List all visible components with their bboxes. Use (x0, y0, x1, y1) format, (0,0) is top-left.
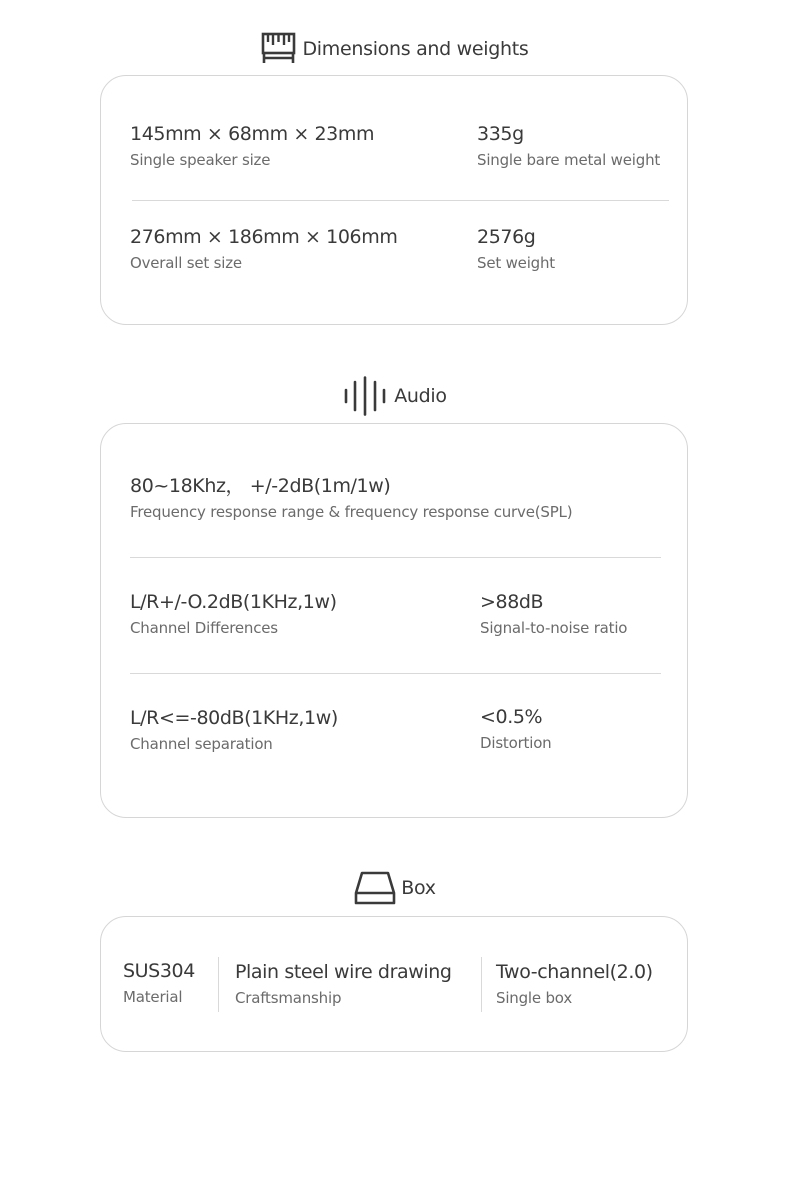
dimensions-section-title (0, 32, 790, 66)
row-divider (130, 557, 661, 558)
frequency-response-spec (130, 474, 572, 522)
channel-separation-spec (130, 706, 338, 754)
spec-label: Channel separation (130, 735, 273, 753)
box-title-text: Box (401, 877, 436, 899)
craftsmanship-spec (235, 960, 452, 1008)
channel-differences-spec (130, 590, 337, 638)
spec-value: Two-channel(2.0) (496, 961, 653, 983)
single-box-spec (496, 960, 653, 1008)
box-section-title (0, 870, 790, 906)
single-speaker-size-spec (130, 122, 374, 170)
spec-label: Single bare metal weight (477, 151, 661, 169)
spec-label: Channel Differences (130, 619, 278, 637)
spec-label: Craftsmanship (235, 989, 342, 1007)
audio-card (100, 423, 688, 818)
column-divider (481, 957, 482, 1012)
spec-value: 80~18Khz， +/-2dB(1m/1w) (130, 475, 391, 497)
spec-label: Material (123, 988, 183, 1006)
spec-value: 335g (477, 123, 524, 145)
sound-wave-icon (343, 376, 389, 416)
spec-label: Single speaker size (130, 151, 271, 169)
material-spec (123, 959, 195, 1007)
row-divider (132, 200, 669, 201)
dimensions-card (100, 75, 688, 325)
spec-label: Signal-to-noise ratio (480, 619, 628, 637)
row-divider (130, 673, 661, 674)
box-card (100, 916, 688, 1052)
spec-value: SUS304 (123, 960, 195, 982)
spec-value: 145mm × 68mm × 23mm (130, 123, 375, 145)
spec-value: L/R<=-80dB(1KHz,1w) (130, 707, 338, 729)
spec-value: L/R+/-O.2dB(1KHz,1w) (130, 591, 337, 613)
single-bare-metal-weight-spec (477, 122, 660, 170)
spec-label: Distortion (480, 734, 552, 752)
dimensions-title-text: Dimensions and weights (302, 38, 529, 60)
spec-value: Plain steel wire drawing (235, 961, 452, 983)
overall-set-size-spec (130, 225, 397, 273)
audio-section-title (0, 376, 790, 416)
signal-to-noise-spec (480, 590, 627, 638)
spec-value: <0.5% (480, 706, 543, 728)
set-weight-spec (477, 225, 555, 273)
distortion-spec (480, 705, 552, 753)
spec-label: Set weight (477, 254, 555, 272)
spec-label: Single box (496, 989, 572, 1007)
ruler-icon (261, 32, 297, 66)
spec-value: 276mm × 186mm × 106mm (130, 226, 398, 248)
spec-label: Overall set size (130, 254, 242, 272)
spec-label: Frequency response range & frequency response curve(SPL) (130, 503, 573, 521)
column-divider (218, 957, 219, 1012)
box-icon (354, 871, 396, 905)
spec-value: >88dB (480, 591, 544, 613)
spec-value: 2576g (477, 226, 536, 248)
audio-title-text: Audio (394, 385, 447, 407)
